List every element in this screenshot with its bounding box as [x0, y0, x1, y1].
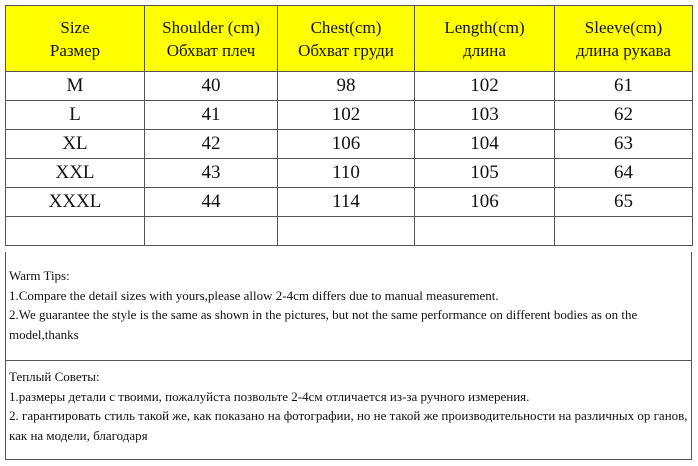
- cell-shoulder: 43: [145, 159, 278, 188]
- warm-tips-title: Warm Tips:: [9, 268, 70, 283]
- cell-size: XL: [6, 130, 145, 159]
- table-row: [6, 72, 693, 101]
- header-size: Size Размер: [6, 6, 145, 72]
- warm-tips-ru-title: Теплый Советы:: [9, 369, 100, 384]
- header-shoulder: Shoulder (cm) Обхват плеч: [145, 6, 278, 72]
- header-length: Length(cm) длина: [415, 6, 555, 72]
- cell-shoulder: 41: [145, 101, 278, 130]
- cell-shoulder: 40: [145, 72, 278, 101]
- cell-sleeve: 65: [555, 188, 693, 217]
- header-row: [6, 6, 693, 72]
- size-chart-table: [5, 5, 693, 246]
- cell-shoulder: [145, 217, 278, 246]
- warm-tips-english: [5, 252, 692, 361]
- cell-length: 103: [415, 101, 555, 130]
- cell-size: XXXL: [6, 188, 145, 217]
- cell-length: 104: [415, 130, 555, 159]
- warm-tips-line-1: 1.Compare the detail sizes with yours,please allow 2-4cm differs due to manual measurement.: [9, 287, 499, 303]
- table-row: [6, 130, 693, 159]
- warm-tips-line-2: 2.We guarantee the style is the same as shown in the pictures, but not the same performance on different bodies as on the model,thanks: [9, 307, 638, 342]
- warm-tips-ru-line-2: 2. гарантировать стиль такой же, как показано на фотографии, но не такой же производительности на различных ор ганов, как на модели, благодаря: [9, 408, 688, 443]
- cell-sleeve: 63: [555, 130, 693, 159]
- cell-size: XXL: [6, 159, 145, 188]
- table-row: [6, 101, 693, 130]
- cell-chest: [278, 217, 415, 246]
- cell-chest: 106: [278, 130, 415, 159]
- table-row: [6, 188, 693, 217]
- cell-length: 105: [415, 159, 555, 188]
- cell-chest: 110: [278, 159, 415, 188]
- cell-sleeve: 61: [555, 72, 693, 101]
- cell-chest: 114: [278, 188, 415, 217]
- header-chest: Chest(cm) Обхват груди: [278, 6, 415, 72]
- cell-length: [415, 217, 555, 246]
- cell-size: M: [6, 72, 145, 101]
- table-row-empty: [6, 217, 693, 246]
- warm-tips-ru-line-1: 1.размеры детали с твоими, пожалуйста позвольте 2-4см отличается из-за ручного измерения.: [9, 388, 530, 404]
- cell-sleeve: 64: [555, 159, 693, 188]
- cell-sleeve: [555, 217, 693, 246]
- table-row: [6, 159, 693, 188]
- cell-shoulder: 44: [145, 188, 278, 217]
- cell-chest: 102: [278, 101, 415, 130]
- warm-tips-russian: [5, 361, 692, 460]
- cell-length: 102: [415, 72, 555, 101]
- cell-chest: 98: [278, 72, 415, 101]
- cell-length: 106: [415, 188, 555, 217]
- cell-size: L: [6, 101, 145, 130]
- cell-sleeve: 62: [555, 101, 693, 130]
- cell-shoulder: 42: [145, 130, 278, 159]
- cell-size: [6, 217, 145, 246]
- header-sleeve: Sleeve(cm) длина рукава: [555, 6, 693, 72]
